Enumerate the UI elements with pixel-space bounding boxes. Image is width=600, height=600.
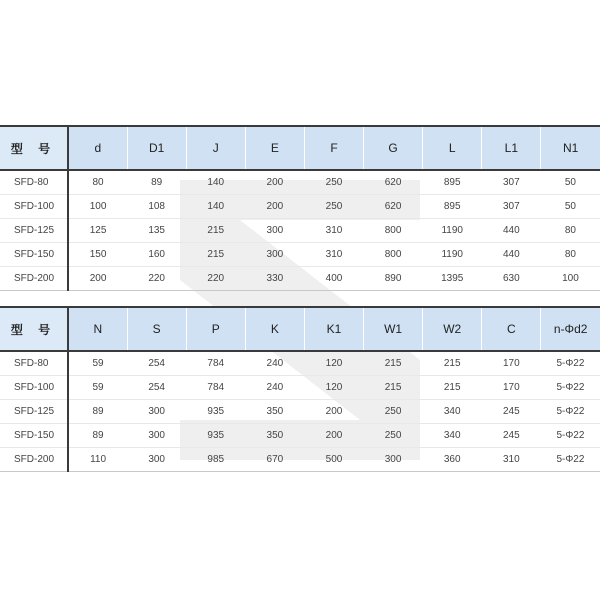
value-cell: 800 (364, 243, 423, 267)
value-cell: 140 (186, 195, 245, 219)
value-cell: 245 (482, 424, 541, 448)
value-cell: 630 (482, 267, 541, 291)
value-cell: 215 (186, 243, 245, 267)
value-cell: 125 (68, 219, 127, 243)
value-cell: 100 (541, 267, 600, 291)
model-cell: SFD-80 (0, 351, 68, 376)
value-cell: 110 (68, 448, 127, 472)
value-cell: 254 (127, 351, 186, 376)
value-cell: 170 (482, 351, 541, 376)
value-cell: 254 (127, 376, 186, 400)
value-cell: 310 (304, 243, 363, 267)
value-cell: 310 (304, 219, 363, 243)
header-l: L (423, 126, 482, 170)
dimension-table-1 (0, 125, 600, 291)
value-cell: 350 (245, 424, 304, 448)
value-cell: 250 (364, 424, 423, 448)
model-cell: SFD-125 (0, 400, 68, 424)
value-cell: 200 (304, 400, 363, 424)
table-header-row (0, 307, 600, 351)
table-row (0, 351, 600, 376)
table-header-row (0, 126, 600, 170)
value-cell: 200 (245, 170, 304, 195)
header-g: G (364, 126, 423, 170)
header-d1: D1 (127, 126, 186, 170)
value-cell: 215 (186, 219, 245, 243)
header-k: K (245, 307, 304, 351)
header-d: d (68, 126, 127, 170)
value-cell: 240 (245, 376, 304, 400)
value-cell: 620 (364, 195, 423, 219)
value-cell: 80 (541, 243, 600, 267)
value-cell: 5-Φ22 (541, 424, 600, 448)
value-cell: 300 (127, 448, 186, 472)
value-cell: 150 (68, 243, 127, 267)
table-row (0, 195, 600, 219)
model-cell: SFD-125 (0, 219, 68, 243)
value-cell: 170 (482, 376, 541, 400)
header-s: S (127, 307, 186, 351)
table-row (0, 376, 600, 400)
value-cell: 300 (127, 400, 186, 424)
table-row (0, 400, 600, 424)
value-cell: 300 (245, 243, 304, 267)
table-row (0, 448, 600, 472)
value-cell: 59 (68, 351, 127, 376)
header-l1: L1 (482, 126, 541, 170)
header-e: E (245, 126, 304, 170)
value-cell: 5-Φ22 (541, 351, 600, 376)
table-row (0, 170, 600, 195)
value-cell: 215 (364, 376, 423, 400)
header-c: C (482, 307, 541, 351)
value-cell: 935 (186, 424, 245, 448)
value-cell: 985 (186, 448, 245, 472)
value-cell: 215 (364, 351, 423, 376)
value-cell: 108 (127, 195, 186, 219)
table-row (0, 219, 600, 243)
model-cell: SFD-100 (0, 195, 68, 219)
header-n-d2: n-Φd2 (541, 307, 600, 351)
value-cell: 89 (127, 170, 186, 195)
value-cell: 340 (423, 424, 482, 448)
value-cell: 1190 (423, 219, 482, 243)
dimension-table-2 (0, 306, 600, 472)
value-cell: 784 (186, 376, 245, 400)
value-cell: 340 (423, 400, 482, 424)
value-cell: 120 (304, 376, 363, 400)
value-cell: 59 (68, 376, 127, 400)
value-cell: 1190 (423, 243, 482, 267)
value-cell: 220 (127, 267, 186, 291)
value-cell: 440 (482, 219, 541, 243)
value-cell: 5-Φ22 (541, 448, 600, 472)
header-w1: W1 (364, 307, 423, 351)
model-cell: SFD-100 (0, 376, 68, 400)
value-cell: 80 (541, 219, 600, 243)
value-cell: 240 (245, 351, 304, 376)
header-j: J (186, 126, 245, 170)
header-k1: K1 (304, 307, 363, 351)
value-cell: 800 (364, 219, 423, 243)
header-w2: W2 (423, 307, 482, 351)
model-cell: SFD-150 (0, 243, 68, 267)
value-cell: 50 (541, 170, 600, 195)
value-cell: 1395 (423, 267, 482, 291)
header-p: P (186, 307, 245, 351)
value-cell: 300 (245, 219, 304, 243)
value-cell: 890 (364, 267, 423, 291)
value-cell: 89 (68, 424, 127, 448)
value-cell: 215 (423, 376, 482, 400)
model-cell: SFD-200 (0, 267, 68, 291)
value-cell: 620 (364, 170, 423, 195)
value-cell: 895 (423, 170, 482, 195)
value-cell: 307 (482, 195, 541, 219)
value-cell: 220 (186, 267, 245, 291)
value-cell: 135 (127, 219, 186, 243)
value-cell: 160 (127, 243, 186, 267)
value-cell: 215 (423, 351, 482, 376)
value-cell: 670 (245, 448, 304, 472)
model-cell: SFD-200 (0, 448, 68, 472)
header-n: N (68, 307, 127, 351)
value-cell: 440 (482, 243, 541, 267)
model-cell: SFD-150 (0, 424, 68, 448)
value-cell: 360 (423, 448, 482, 472)
value-cell: 350 (245, 400, 304, 424)
value-cell: 310 (482, 448, 541, 472)
value-cell: 140 (186, 170, 245, 195)
model-cell: SFD-80 (0, 170, 68, 195)
value-cell: 5-Φ22 (541, 400, 600, 424)
value-cell: 250 (304, 170, 363, 195)
value-cell: 89 (68, 400, 127, 424)
value-cell: 100 (68, 195, 127, 219)
table-row (0, 243, 600, 267)
header-n1: N1 (541, 126, 600, 170)
table-row (0, 424, 600, 448)
value-cell: 245 (482, 400, 541, 424)
header-model: 型 号 (0, 307, 68, 351)
value-cell: 200 (245, 195, 304, 219)
value-cell: 300 (127, 424, 186, 448)
value-cell: 5-Φ22 (541, 376, 600, 400)
value-cell: 784 (186, 351, 245, 376)
value-cell: 300 (364, 448, 423, 472)
table-row (0, 267, 600, 291)
value-cell: 80 (68, 170, 127, 195)
value-cell: 200 (68, 267, 127, 291)
value-cell: 200 (304, 424, 363, 448)
value-cell: 50 (541, 195, 600, 219)
value-cell: 307 (482, 170, 541, 195)
value-cell: 330 (245, 267, 304, 291)
value-cell: 250 (304, 195, 363, 219)
value-cell: 935 (186, 400, 245, 424)
header-f: F (304, 126, 363, 170)
value-cell: 120 (304, 351, 363, 376)
header-model: 型 号 (0, 126, 68, 170)
value-cell: 500 (304, 448, 363, 472)
value-cell: 250 (364, 400, 423, 424)
value-cell: 895 (423, 195, 482, 219)
value-cell: 400 (304, 267, 363, 291)
